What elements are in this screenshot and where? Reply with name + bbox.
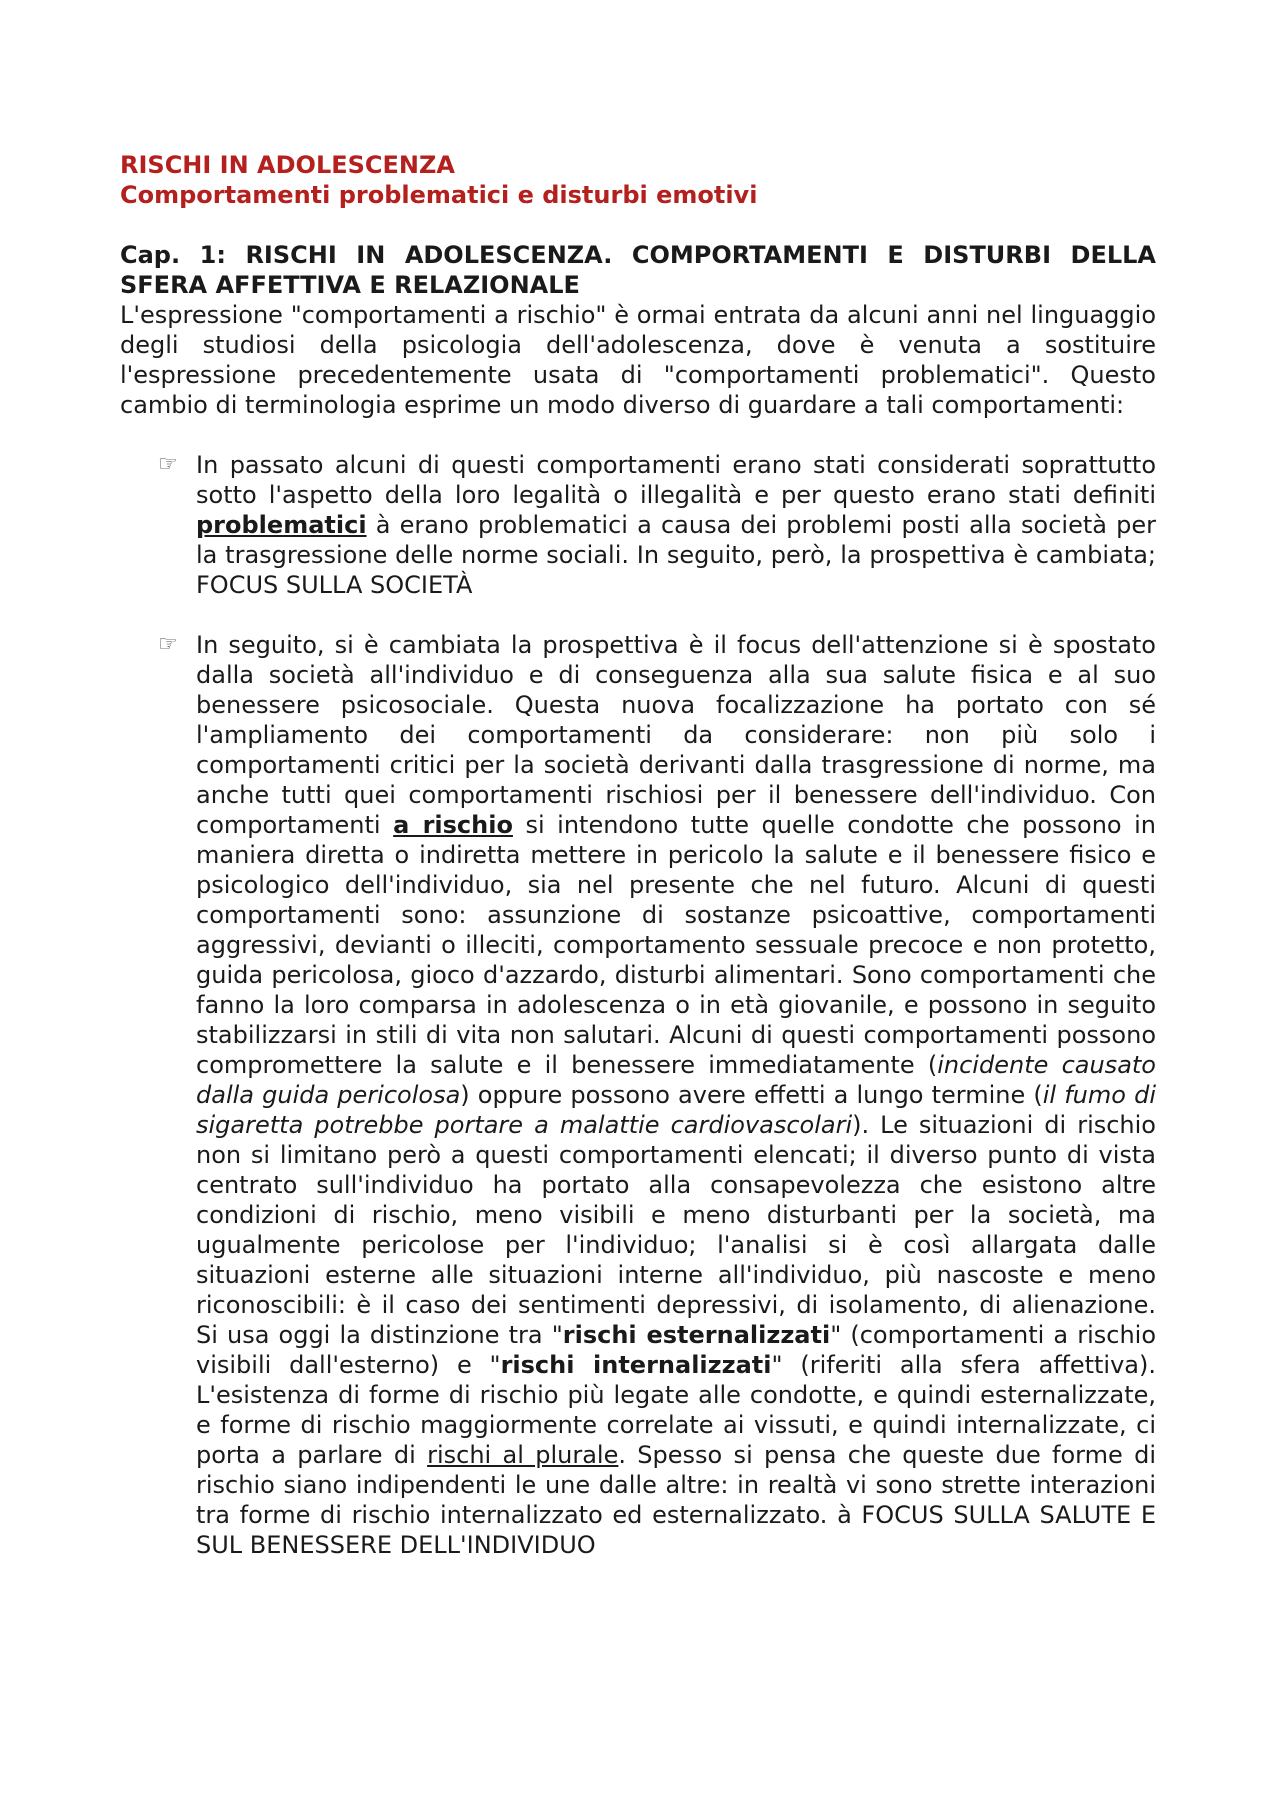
chapter-heading: Cap. 1: RISCHI IN ADOLESCENZA. COMPORTAMENTI E DISTURBI DELLA SFERA AFFETTIVA E RELAZIONALE [120, 241, 1156, 299]
pointing-hand-icon: ☞ [158, 632, 178, 657]
pointing-hand-icon: ☞ [158, 452, 178, 477]
text-run: In seguito, si è cambiata la prospettiva è il focus dell'attenzione si è spostato dalla società all'individuo e di conseguenza alla sua salute fisica e al suo benessere psicosociale. Questa nuova focalizzazione ha portato con sé l'ampliamento dei comportamenti da considerare: non più solo i comportamenti critici per la società derivanti dalla trasgressione di norme, ma anche tutti quei comportamenti rischiosi per il benessere dell'individuo. Con comportamenti [196, 631, 1156, 839]
bullet-item-past-perspective [120, 450, 1156, 600]
text-run: " (comportamenti a rischio visibili dall'esterno) e " [196, 1321, 1157, 1379]
bullet-item-new-perspective [120, 630, 1156, 1560]
keyword-rischi-esternalizzati: rischi esternalizzati [562, 1321, 831, 1349]
keyword-rischi-al-plurale: rischi al plurale [427, 1441, 619, 1469]
text-run: si intendono tutte quelle condotte che possono in maniera diretta o indiretta mettere in pericolo la salute e il benessere fisico e psicologico dell'individuo, sia nel presente che nel futuro. Alcuni di questi comportamenti sono: assunzione di sostanze psicoattive, comportamenti aggressivi, devianti o illeciti, comportamento sessuale precoce e non protetto, guida pericolosa, gioco d'azzardo, disturbi alimentari. Sono comportamenti che fanno la loro comparsa in adolescenza o in età giovanile, e possono in seguito stabilizzarsi in stili di vita non salutari. Alcuni di questi comportamenti possono compromettere la salute e il benessere immediatamente ( [196, 811, 1157, 1079]
text-run: . Spesso si pensa che queste due forme di rischio siano indipendenti le une dalle altre: in realtà vi sono strette interazioni tra forme di rischio internalizzato ed esternalizzato. à FOCUS SULLA SALUTE E SUL BENESSERE DELL'INDIVIDUO [196, 1441, 1156, 1559]
example-italic: incidente causato dalla guida pericolosa [196, 1051, 1156, 1109]
text-run: In passato alcuni di questi comportamenti erano stati considerati soprattutto sotto l'aspetto della loro legalità o illegalità e per questo erano stati definiti [196, 451, 1156, 509]
document-page [120, 150, 1156, 1590]
document-subtitle: Comportamenti problematici e disturbi emotivi [120, 181, 758, 209]
text-run: ). Le situazioni di rischio non si limitano però a questi comportamenti elencati; il diverso punto di vista centrato sull'individuo ha portato alla consapevolezza che esistono altre condizioni di rischio, meno visibili e meno disturbanti per la società, ma ugualmente pericolose per l'individuo; l'analisi si è così allargata dalle situazioni esterne alle situazioni interne all'individuo, più nascoste e meno riconoscibili: è il caso dei sentimenti depressivi, di isolamento, di alienazione. Si usa oggi la distinzione tra " [196, 1111, 1156, 1349]
bullet-paragraph [196, 630, 1156, 1560]
example-italic: il fumo di sigaretta potrebbe portare a malattie cardiovascolari [196, 1081, 1156, 1139]
keyword-problematici: problematici [196, 511, 367, 539]
bullet-paragraph [196, 450, 1156, 600]
text-run: " (riferiti alla sfera affettiva). L'esistenza di forme di rischio più legate alle condotte, e quindi esternalizzate, e forme di rischio maggiormente correlate ai vissuti, e quindi internalizzate, ci porta a parlare di [196, 1351, 1156, 1469]
text-run: ) oppure possono avere effetti a lungo termine ( [460, 1081, 1043, 1109]
intro-paragraph: L'espressione "comportamenti a rischio" è ormai entrata da alcuni anni nel linguaggio degli studiosi della psicologia dell'adolescenza, dove è venuta a sostituire l'espressione precedentemente usata di "comportamenti problematici". Questo cambio di terminologia esprime un modo diverso di guardare a tali comportamenti: [120, 301, 1156, 419]
keyword-rischi-internalizzati: rischi internalizzati [500, 1351, 772, 1379]
document-title: RISCHI IN ADOLESCENZA [120, 151, 455, 179]
keyword-a-rischio: a rischio [393, 811, 513, 839]
text-run: à erano problematici a causa dei problemi posti alla società per la trasgressione delle norme sociali. In seguito, però, la prospettiva è cambiata; FOCUS SULLA SOCIETÀ [196, 511, 1156, 599]
